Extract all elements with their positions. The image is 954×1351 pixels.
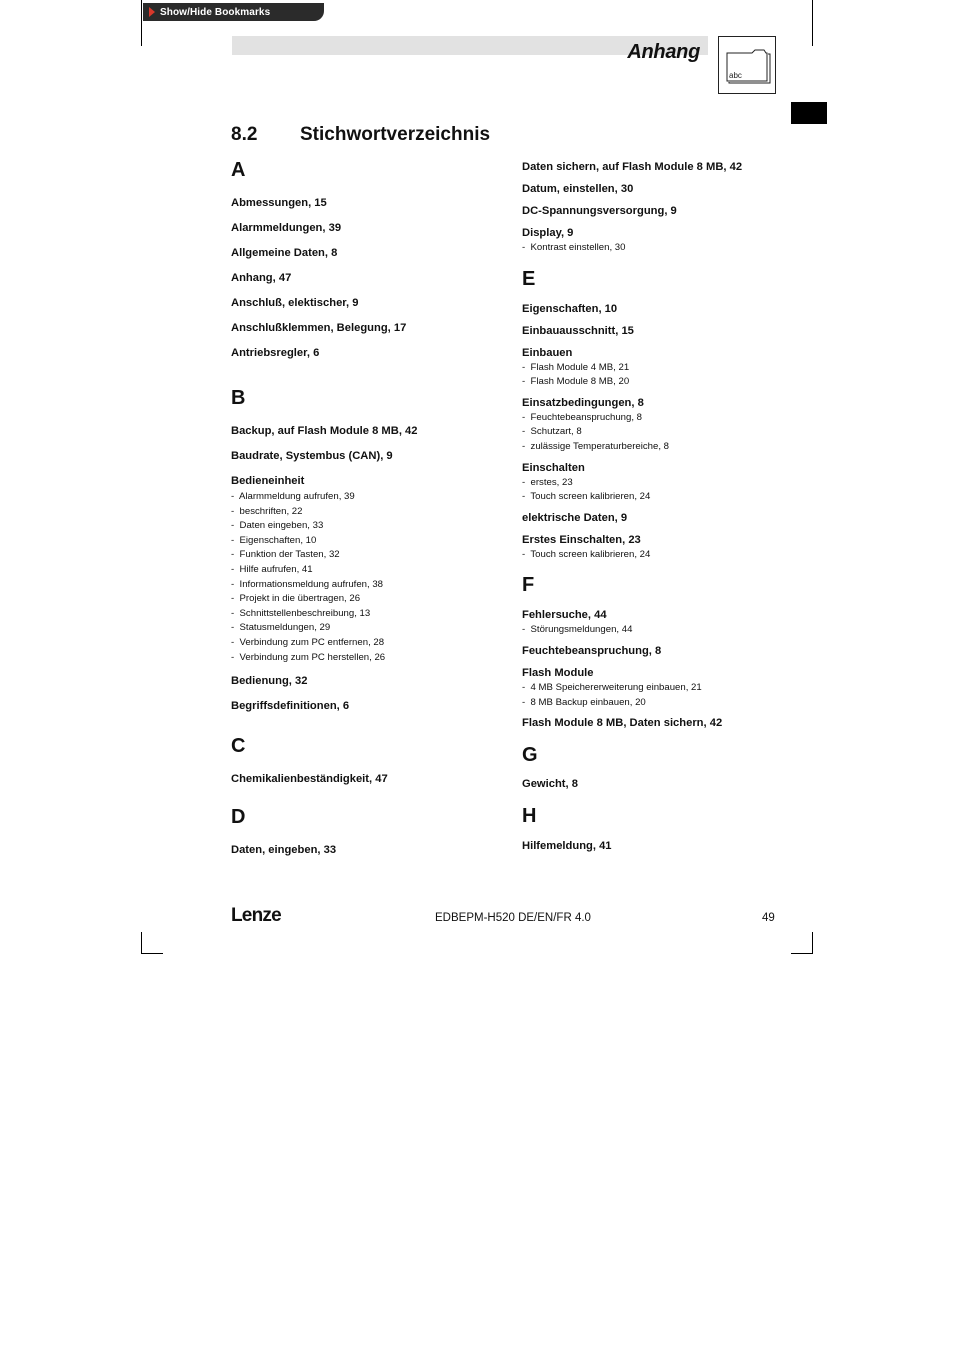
index-letter: A: [231, 159, 246, 181]
index-subentry: - Hilfe aufrufen, 41: [231, 563, 501, 578]
crop-mark: [141, 932, 142, 954]
index-entry: Gewicht, 8: [522, 778, 578, 791]
chapter-title: Anhang: [627, 41, 700, 63]
bookmark-tab-label: Show/Hide Bookmarks: [160, 6, 271, 18]
index-letter: B: [231, 387, 246, 409]
index-subentry: - Kontrast einstellen, 30: [522, 241, 792, 256]
index-subentry: - Schutzart, 8: [522, 425, 792, 440]
index-entry: Flash Module 8 MB, Daten sichern, 42: [522, 717, 723, 730]
crop-mark: [812, 932, 813, 954]
index-subentry: - Touch screen kalibrieren, 24: [522, 490, 792, 505]
index-subentry: - Eigenschaften, 10: [231, 534, 501, 549]
index-entry: DC-Spannungsversorgung, 9: [522, 205, 677, 217]
index-column-right: [522, 159, 792, 853]
crop-mark: [812, 0, 813, 46]
index-subentry: - beschriften, 22: [231, 505, 501, 520]
index-entry: Antriebsregler, 6: [231, 347, 320, 359]
index-entry: Anschluß, elektischer, 9: [231, 297, 359, 309]
chapter-marker: [791, 102, 827, 124]
index-subentry: - Funktion der Tasten, 32: [231, 548, 501, 563]
index-letter: H: [522, 805, 537, 828]
index-subentry: - Schnittstellenbeschreibung, 13: [231, 607, 501, 622]
index-entry: Begriffsdefinitionen, 6: [231, 700, 350, 713]
index-subentry: - erstes, 23: [522, 476, 792, 491]
chapter-icon-frame: [718, 36, 776, 94]
section-number: 8.2: [231, 124, 258, 145]
index-entry: Allgemeine Daten, 8: [231, 247, 338, 259]
index-subentry: - Touch screen kalibrieren, 24: [522, 548, 792, 563]
index-letter: F: [522, 574, 535, 597]
index-entry: Baudrate, Systembus (CAN), 9: [231, 450, 393, 462]
index-entry: Einbauausschnitt, 15: [522, 324, 634, 337]
lenze-logo: Lenze: [231, 905, 281, 926]
index-subentry: - Verbindung zum PC entfernen, 28: [231, 636, 501, 651]
index-letter: D: [231, 806, 246, 829]
index-subentry: - Flash Module 8 MB, 20: [522, 375, 792, 390]
crop-mark: [141, 953, 163, 954]
index-subentry: - Daten eingeben, 33: [231, 519, 501, 534]
triangle-right-icon: [149, 7, 155, 17]
index-entry: Bedienung, 32: [231, 675, 308, 688]
index-entry: Einbauen: [522, 346, 573, 359]
index-entry: Erstes Einschalten, 23: [522, 533, 641, 546]
folder-abc-icon: [719, 37, 775, 93]
index-entry: Feuchtebeanspruchung, 8: [522, 644, 662, 657]
index-letter: G: [522, 744, 538, 767]
index-entry: Display, 9: [522, 227, 574, 239]
index-letter: E: [522, 267, 536, 290]
index-letter: C: [231, 735, 246, 758]
index-subentry: - Projekt in die übertragen, 26: [231, 592, 501, 607]
index-entry: Datum, einstellen, 30: [522, 183, 634, 195]
index-subentry: - Alarmmeldung aufrufen, 39: [231, 490, 501, 505]
index-subentry: - Verbindung zum PC herstellen, 26: [231, 651, 501, 666]
index-subentry: - Informationsmeldung aufrufen, 38: [231, 578, 501, 593]
index-entry: Abmessungen, 15: [231, 197, 327, 209]
index-entry: Einschalten: [522, 461, 585, 474]
page-number: 49: [762, 912, 775, 924]
index-entry: Anschlußklemmen, Belegung, 17: [231, 322, 407, 334]
crop-mark: [141, 0, 142, 46]
crop-mark: [791, 953, 813, 954]
index-entry: Eigenschaften, 10: [522, 302, 618, 315]
index-entry: Einsatzbedingungen, 8: [522, 396, 644, 409]
section-title: Stichwortverzeichnis: [300, 124, 491, 145]
index-entry: Anhang, 47: [231, 272, 292, 284]
index-column-left: [231, 159, 501, 857]
index-entry: Fehlersuche, 44: [522, 609, 607, 622]
folder-icon-label: abc: [729, 71, 742, 80]
index-subentry: - 8 MB Backup einbauen, 20: [522, 696, 792, 711]
index-entry: Daten sichern, auf Flash Module 8 MB, 42: [522, 161, 743, 173]
index-entry: Chemikalienbeständigkeit, 47: [231, 773, 388, 786]
document-id: EDBEPM-H520 DE/EN/FR 4.0: [435, 912, 591, 924]
index-subentry: - 4 MB Speichererweiterung einbauen, 21: [522, 681, 792, 696]
index-subentry: - zulässige Temperaturbereiche, 8: [522, 440, 792, 455]
index-entry: Hilfemeldung, 41: [522, 840, 612, 853]
index-entry: Flash Module: [522, 666, 594, 679]
index-subentry: - Statusmeldungen, 29: [231, 621, 501, 636]
index-entry: Daten, eingeben, 33: [231, 844, 337, 857]
index-subentry: - Störungsmeldungen, 44: [522, 623, 792, 638]
index-entry: Alarmmeldungen, 39: [231, 222, 342, 234]
index-entry: Backup, auf Flash Module 8 MB, 42: [231, 425, 418, 437]
index-entry: Bedieneinheit: [231, 475, 305, 487]
index-subentry: - Feuchtebeanspruchung, 8: [522, 411, 792, 426]
index-entry: elektrische Daten, 9: [522, 511, 628, 524]
show-hide-bookmarks-button[interactable]: [143, 3, 324, 21]
index-subentry: - Flash Module 4 MB, 21: [522, 361, 792, 376]
